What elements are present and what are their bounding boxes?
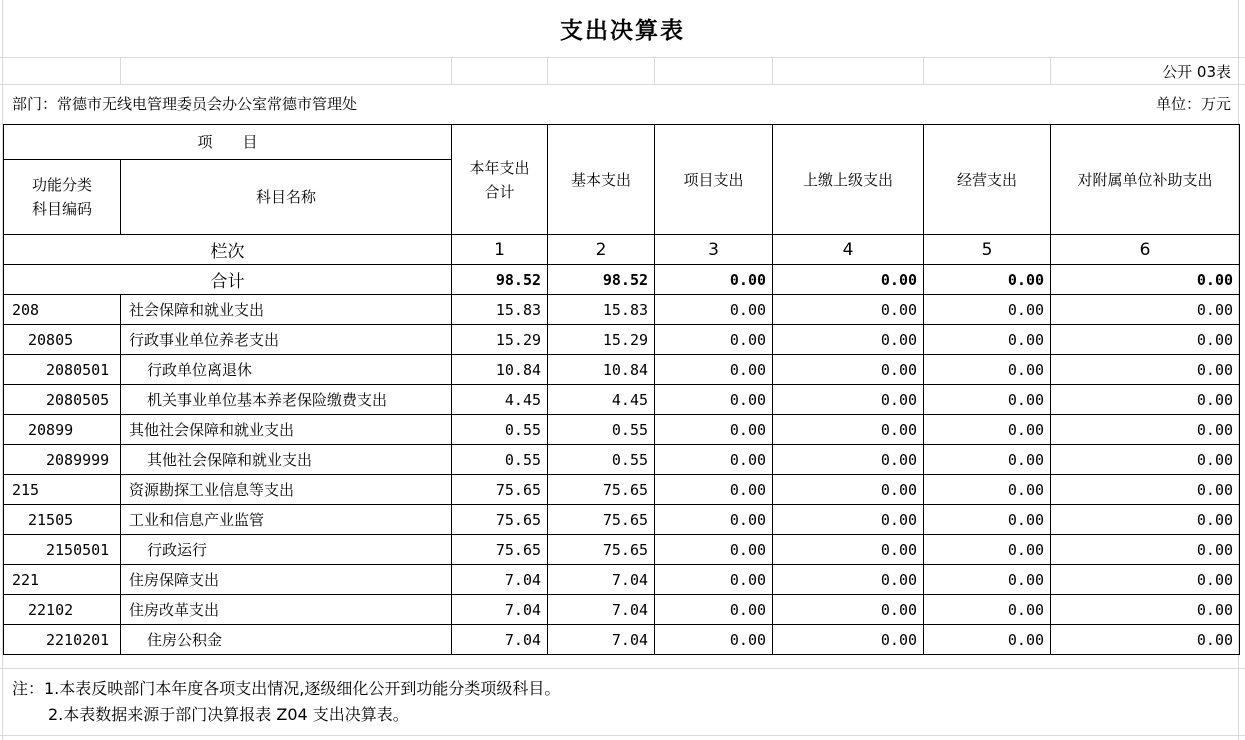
amount-cell: 0.00: [773, 295, 924, 325]
amount-cell: 0.00: [773, 385, 924, 415]
amount-cell: 0.00: [655, 535, 773, 565]
amount-cell: 0.00: [1051, 415, 1240, 445]
amount-cell: 0.00: [655, 505, 773, 535]
amount-cell: 0.00: [773, 475, 924, 505]
total-cell: 98.52: [452, 265, 548, 295]
unit-label: 单位：万元: [1155, 95, 1231, 113]
index-cell: 6: [1051, 235, 1240, 265]
amount-cell: 0.55: [548, 415, 655, 445]
amount-cell: 75.65: [548, 505, 655, 535]
total-cell: 98.52: [548, 265, 655, 295]
subject-name: 住房公积金: [121, 625, 452, 655]
amount-cell: 0.00: [924, 415, 1051, 445]
table-row: [4, 535, 1240, 565]
amount-cell: 7.04: [548, 625, 655, 655]
index-label: 栏次: [4, 235, 452, 265]
subject-name: 工业和信息产业监管: [121, 505, 452, 535]
subject-name: 行政事业单位养老支出: [121, 325, 452, 355]
amount-cell: 75.65: [452, 475, 548, 505]
subject-code: 2089999: [4, 445, 121, 475]
amount-cell: 0.00: [1051, 295, 1240, 325]
amount-cell: 0.00: [1051, 445, 1240, 475]
amount-cell: 15.29: [548, 325, 655, 355]
table-row: [4, 415, 1240, 445]
department-label: 部门：常德市无线电管理委员会办公室常德市管理处: [12, 95, 358, 113]
amount-cell: 0.00: [924, 355, 1051, 385]
header-code: 功能分类 科目编码: [4, 160, 121, 235]
subject-name: 行政单位离退休: [121, 355, 452, 385]
table-row: [4, 325, 1240, 355]
subject-name: 其他社会保障和就业支出: [121, 415, 452, 445]
form-number: 公开 03表: [1162, 63, 1231, 81]
amount-cell: 0.00: [924, 295, 1051, 325]
amount-cell: 0.00: [655, 625, 773, 655]
table-row: [4, 295, 1240, 325]
subject-name: 社会保障和就业支出: [121, 295, 452, 325]
amount-cell: 10.84: [452, 355, 548, 385]
subject-code: 221: [4, 565, 121, 595]
amount-cell: 0.00: [655, 295, 773, 325]
header-col-3: 项目支出: [655, 125, 773, 235]
table-row: [4, 505, 1240, 535]
amount-cell: 0.00: [655, 595, 773, 625]
subject-code: 2080505: [4, 385, 121, 415]
amount-cell: 0.00: [1051, 385, 1240, 415]
amount-cell: 0.00: [773, 505, 924, 535]
amount-cell: 0.00: [1051, 535, 1240, 565]
amount-cell: 0.00: [1051, 625, 1240, 655]
amount-cell: 15.29: [452, 325, 548, 355]
index-cell: 1: [452, 235, 548, 265]
amount-cell: 0.00: [655, 475, 773, 505]
subject-name: 住房保障支出: [121, 565, 452, 595]
amount-cell: 15.83: [452, 295, 548, 325]
subject-name: 住房改革支出: [121, 595, 452, 625]
amount-cell: 75.65: [548, 475, 655, 505]
index-cell: 3: [655, 235, 773, 265]
amount-cell: 0.00: [1051, 475, 1240, 505]
subject-code: 2080501: [4, 355, 121, 385]
amount-cell: 0.00: [924, 505, 1051, 535]
amount-cell: 0.00: [655, 385, 773, 415]
page-title: 支出决算表: [560, 18, 685, 44]
amount-cell: 0.00: [773, 415, 924, 445]
amount-cell: 0.00: [655, 415, 773, 445]
table-row: [4, 475, 1240, 505]
subject-code: 20899: [4, 415, 121, 445]
amount-cell: 0.00: [655, 355, 773, 385]
header-col-4: 上缴上级支出: [773, 125, 924, 235]
amount-cell: 0.00: [773, 565, 924, 595]
total-row: [4, 265, 1240, 295]
table-row: [4, 385, 1240, 415]
subject-code: 2210201: [4, 625, 121, 655]
amount-cell: 0.00: [924, 565, 1051, 595]
table-row: [4, 625, 1240, 655]
index-cell: 2: [548, 235, 655, 265]
amount-cell: 10.84: [548, 355, 655, 385]
total-cell: 0.00: [773, 265, 924, 295]
index-cell: 5: [924, 235, 1051, 265]
index-cell: 4: [773, 235, 924, 265]
total-cell: 0.00: [924, 265, 1051, 295]
amount-cell: 4.45: [548, 385, 655, 415]
subject-code: 20805: [4, 325, 121, 355]
note-line: 注：1.本表反映部门本年度各项支出情况,逐级细化公开到功能分类项级科目。: [12, 679, 561, 698]
subject-code: 208: [4, 295, 121, 325]
amount-cell: 0.00: [924, 385, 1051, 415]
header-col-6: 对附属单位补助支出: [1051, 125, 1240, 235]
amount-cell: 4.45: [452, 385, 548, 415]
amount-cell: 0.00: [773, 355, 924, 385]
subject-code: 2150501: [4, 535, 121, 565]
header-col-5: 经营支出: [924, 125, 1051, 235]
total-cell: 0.00: [1051, 265, 1240, 295]
amount-cell: 7.04: [452, 565, 548, 595]
amount-cell: 75.65: [452, 535, 548, 565]
header-col-2: 基本支出: [548, 125, 655, 235]
amount-cell: 0.00: [924, 445, 1051, 475]
total-label: 合计: [4, 265, 452, 295]
amount-cell: 0.55: [548, 445, 655, 475]
expenditure-table: [3, 124, 1240, 655]
amount-cell: 0.00: [924, 625, 1051, 655]
subject-name: 行政运行: [121, 535, 452, 565]
amount-cell: 0.00: [924, 475, 1051, 505]
subject-name: 机关事业单位基本养老保险缴费支出: [121, 385, 452, 415]
table-row: [4, 565, 1240, 595]
amount-cell: 0.00: [655, 445, 773, 475]
amount-cell: 75.65: [548, 535, 655, 565]
amount-cell: 0.00: [655, 565, 773, 595]
total-cell: 0.00: [655, 265, 773, 295]
amount-cell: 7.04: [452, 595, 548, 625]
header-item: 项 目: [4, 125, 452, 160]
subject-code: 21505: [4, 505, 121, 535]
subject-code: 215: [4, 475, 121, 505]
amount-cell: 0.00: [655, 325, 773, 355]
amount-cell: 0.55: [452, 415, 548, 445]
amount-cell: 0.00: [773, 595, 924, 625]
table-row: [4, 355, 1240, 385]
amount-cell: 0.00: [773, 535, 924, 565]
subject-name: 其他社会保障和就业支出: [121, 445, 452, 475]
amount-cell: 0.00: [1051, 565, 1240, 595]
amount-cell: 7.04: [548, 565, 655, 595]
amount-cell: 0.00: [1051, 595, 1240, 625]
amount-cell: 7.04: [452, 625, 548, 655]
amount-cell: 0.00: [773, 445, 924, 475]
amount-cell: 0.00: [1051, 325, 1240, 355]
amount-cell: 0.00: [924, 535, 1051, 565]
note-line: 2.本表数据来源于部门决算报表 Z04 支出决算表。: [48, 705, 409, 724]
header-name: 科目名称: [121, 160, 452, 235]
amount-cell: 0.00: [924, 325, 1051, 355]
amount-cell: 15.83: [548, 295, 655, 325]
table-row: [4, 595, 1240, 625]
header-col-1: 本年支出 合计: [452, 125, 548, 235]
subject-name: 资源勘探工业信息等支出: [121, 475, 452, 505]
amount-cell: 0.00: [1051, 505, 1240, 535]
table-row: [4, 445, 1240, 475]
amount-cell: 75.65: [452, 505, 548, 535]
amount-cell: 0.00: [1051, 355, 1240, 385]
amount-cell: 0.00: [773, 325, 924, 355]
subject-code: 22102: [4, 595, 121, 625]
amount-cell: 7.04: [548, 595, 655, 625]
amount-cell: 0.55: [452, 445, 548, 475]
notes: [12, 676, 560, 728]
amount-cell: 0.00: [924, 595, 1051, 625]
amount-cell: 0.00: [773, 625, 924, 655]
